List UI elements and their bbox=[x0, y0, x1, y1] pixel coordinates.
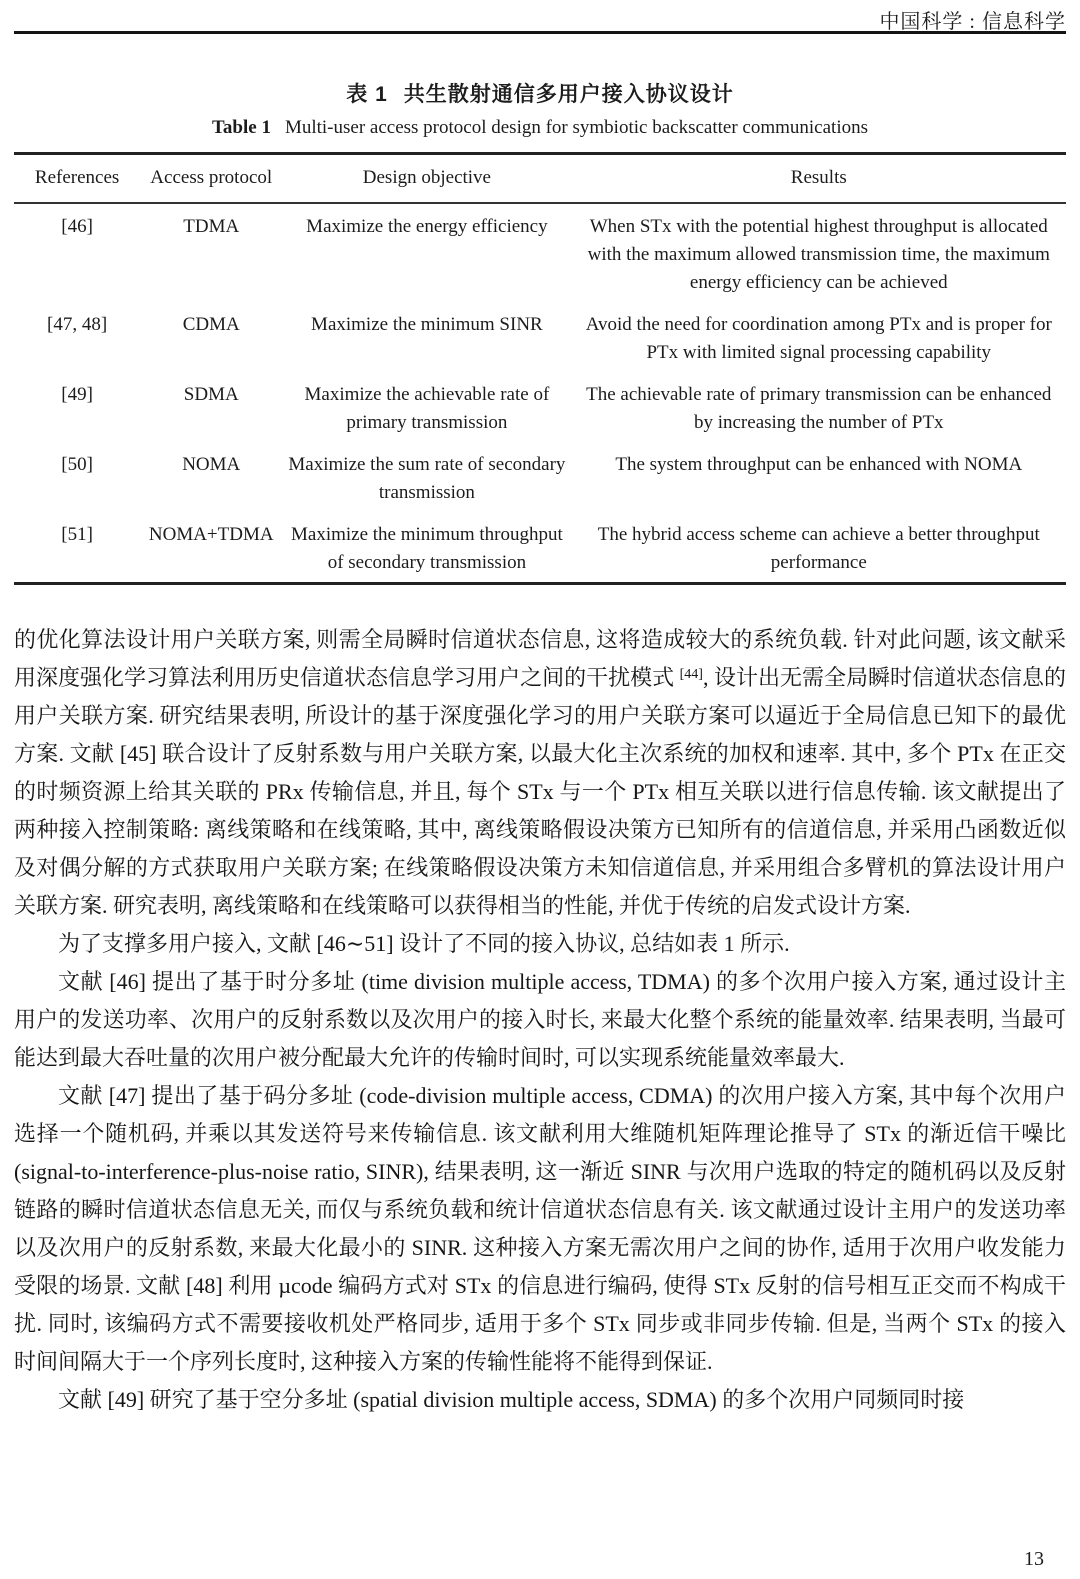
body-paragraph bbox=[14, 925, 1066, 963]
table-row bbox=[14, 442, 1066, 512]
table-column-header: References bbox=[14, 154, 140, 204]
table-cell-protocol: CDMA bbox=[182, 314, 240, 335]
table-cell-protocol: NOMA+TDMA bbox=[148, 524, 274, 545]
body-paragraph bbox=[14, 621, 1066, 925]
table-cell-results: The hybrid access scheme can achieve a better throughput performance bbox=[597, 524, 1040, 573]
paragraph-text: 的优化算法设计用户关联方案, 则需全局瞬时信道状态信息, 这将造成较大的系统负载. 针对此问题, 该文献采用深度强化学习算法利用历史信道状态信息学习用户之间的干扰模式 bbox=[14, 627, 1066, 690]
table-cell-objective: Maximize the minimum throughput of secondary transmission bbox=[291, 524, 563, 573]
table-column-header: Design objective bbox=[282, 154, 571, 204]
protocol-table bbox=[14, 152, 1066, 585]
paragraph-text: 文献 [46] 提出了基于时分多址 (time division multiple access, TDMA) 的多个次用户接入方案, 通过设计主用户的发送功率、次用户的反射系数以及次用户的接入时长, 来最大化整个系统的能量效率. 结果表明, 当最可能达到最大吞吐量的次用户被分配最大允许的传输时间时, 可以实现系统能量效率最大. bbox=[14, 969, 1066, 1070]
table-column-header: Results bbox=[572, 154, 1066, 204]
table-caption-zh-title: 共生散射通信多用户接入协议设计 bbox=[403, 83, 734, 106]
paragraph-text: 文献 [47] 提出了基于码分多址 (code-division multiple access, CDMA) 的次用户接入方案, 其中每个次用户选择一个随机码, 并乘以其发送符号来传输信息. 该文献利用大维随机矩阵理论推导了 STx 的渐近信干噪比 (signal-to-interference-plus-noise ratio, SINR), 结果表明, 这一渐近 SINR 与次用户选取的特定的随机码以及反射链路的瞬时信道状态信息无关, 而仅与系统负载和统计信道状态信息有关. 该文献通过设计主用户的发送功率以及次用户的反射系数, 来最大化最小的 SINR. 这种接入方案无需次用户之间的协作, 适用于次用户收发能力受限的场景. 文献 [48] 利用 µcode 编码方式对 STx 的信息进行编码, 使得 STx 反射的信号相互正交而不构成干扰. 同时, 该编码方式不需要接收机处严格同步, 适用于多个 STx 同步或非同步传输. 但是, 当两个 STx 的接入时间间隔大于一个序列长度时, 这种接入方案的传输性能将不能得到保证. bbox=[14, 1083, 1066, 1374]
table-caption-en bbox=[14, 117, 1066, 139]
table-cell-references: [46] bbox=[61, 216, 93, 237]
table-cell-results: The achievable rate of primary transmission can be enhanced by increasing the number of PTx bbox=[586, 384, 1052, 433]
page-footer bbox=[1024, 1548, 1044, 1571]
table-caption-en-label: Table 1 bbox=[211, 117, 271, 138]
table-header-row bbox=[14, 154, 1066, 204]
table-caption-en-title: Multi-user access protocol design for symbiotic backscatter communications bbox=[284, 117, 868, 138]
citation-superscript: [44] bbox=[679, 667, 703, 682]
table-row bbox=[14, 302, 1066, 372]
protocol-table-head bbox=[14, 154, 1066, 204]
table-column-header: Access protocol bbox=[140, 154, 282, 204]
running-head bbox=[14, 0, 1066, 34]
body-text bbox=[14, 621, 1066, 1419]
table-cell-protocol: TDMA bbox=[183, 216, 240, 237]
page-number: 13 bbox=[1024, 1548, 1044, 1570]
body-paragraph bbox=[14, 1077, 1066, 1381]
table-cell-protocol: NOMA bbox=[182, 454, 241, 475]
paragraph-text: , 设计出无需全局瞬时信道状态信息的用户关联方案. 研究结果表明, 所设计的基于深度强化学习的用户关联方案可以逼近于全局信息已知下的最优方案. 文献 [45] 联合设计了反射系数与用户关联方案, 以最大化主次系统的加权和速率. 其中, 多个 PTx 在正交的时频资源上给其关联的 PRx 传输信息, 并且, 每个 STx 与一个 PTx 相互关联以进行信息传输. 该文献提出了两种接入控制策略: 离线策略和在线策略, 其中, 离线策略假设决策方已知所有的信道信息, 并采用凸函数近似及对偶分解的方式获取用户关联方案; 在线策略假设决策方未知信道信息, 并采用组合多臂机的算法设计用户关联方案. 研究表明, 离线策略和在线策略可以获得相当的性能, 并优于传统的启发式设计方案. bbox=[14, 665, 1066, 918]
table-cell-references: [50] bbox=[61, 454, 93, 475]
table-cell-objective: Maximize the energy efficiency bbox=[306, 216, 548, 237]
table-row bbox=[14, 372, 1066, 442]
table-caption-zh-label: 表 1 bbox=[346, 83, 388, 106]
table-cell-objective: Maximize the sum rate of secondary transmission bbox=[288, 454, 566, 503]
table-cell-protocol: SDMA bbox=[183, 384, 239, 405]
paragraph-text: 为了支撑多用户接入, 文献 [46∼51] 设计了不同的接入协议, 总结如表 1 所示. bbox=[58, 931, 790, 956]
paragraph-text: 文献 [49] 研究了基于空分多址 (spatial division multiple access, SDMA) 的多个次用户同频同时接 bbox=[58, 1387, 965, 1412]
body-paragraph bbox=[14, 963, 1066, 1077]
table-cell-objective: Maximize the minimum SINR bbox=[311, 314, 543, 335]
table-cell-references: [51] bbox=[61, 524, 93, 545]
table-cell-references: [47, 48] bbox=[47, 314, 108, 335]
table-row bbox=[14, 512, 1066, 584]
journal-title: 中国科学 : 信息科学 bbox=[879, 11, 1066, 33]
table-cell-references: [49] bbox=[61, 384, 93, 405]
table-row bbox=[14, 203, 1066, 302]
table-cell-results: When STx with the potential highest throughput is allocated with the maximum allowed transmission time, the maximum energy efficiency can be achieved bbox=[587, 216, 1050, 293]
table-cell-objective: Maximize the achievable rate of primary transmission bbox=[304, 384, 550, 433]
body-paragraph bbox=[14, 1381, 1066, 1419]
table-caption-zh bbox=[14, 78, 1066, 108]
protocol-table-body bbox=[14, 203, 1066, 584]
table-cell-results: The system throughput can be enhanced with NOMA bbox=[615, 454, 1023, 475]
table-cell-results: Avoid the need for coordination among PTx and is proper for PTx with limited signal processing capability bbox=[585, 314, 1052, 363]
